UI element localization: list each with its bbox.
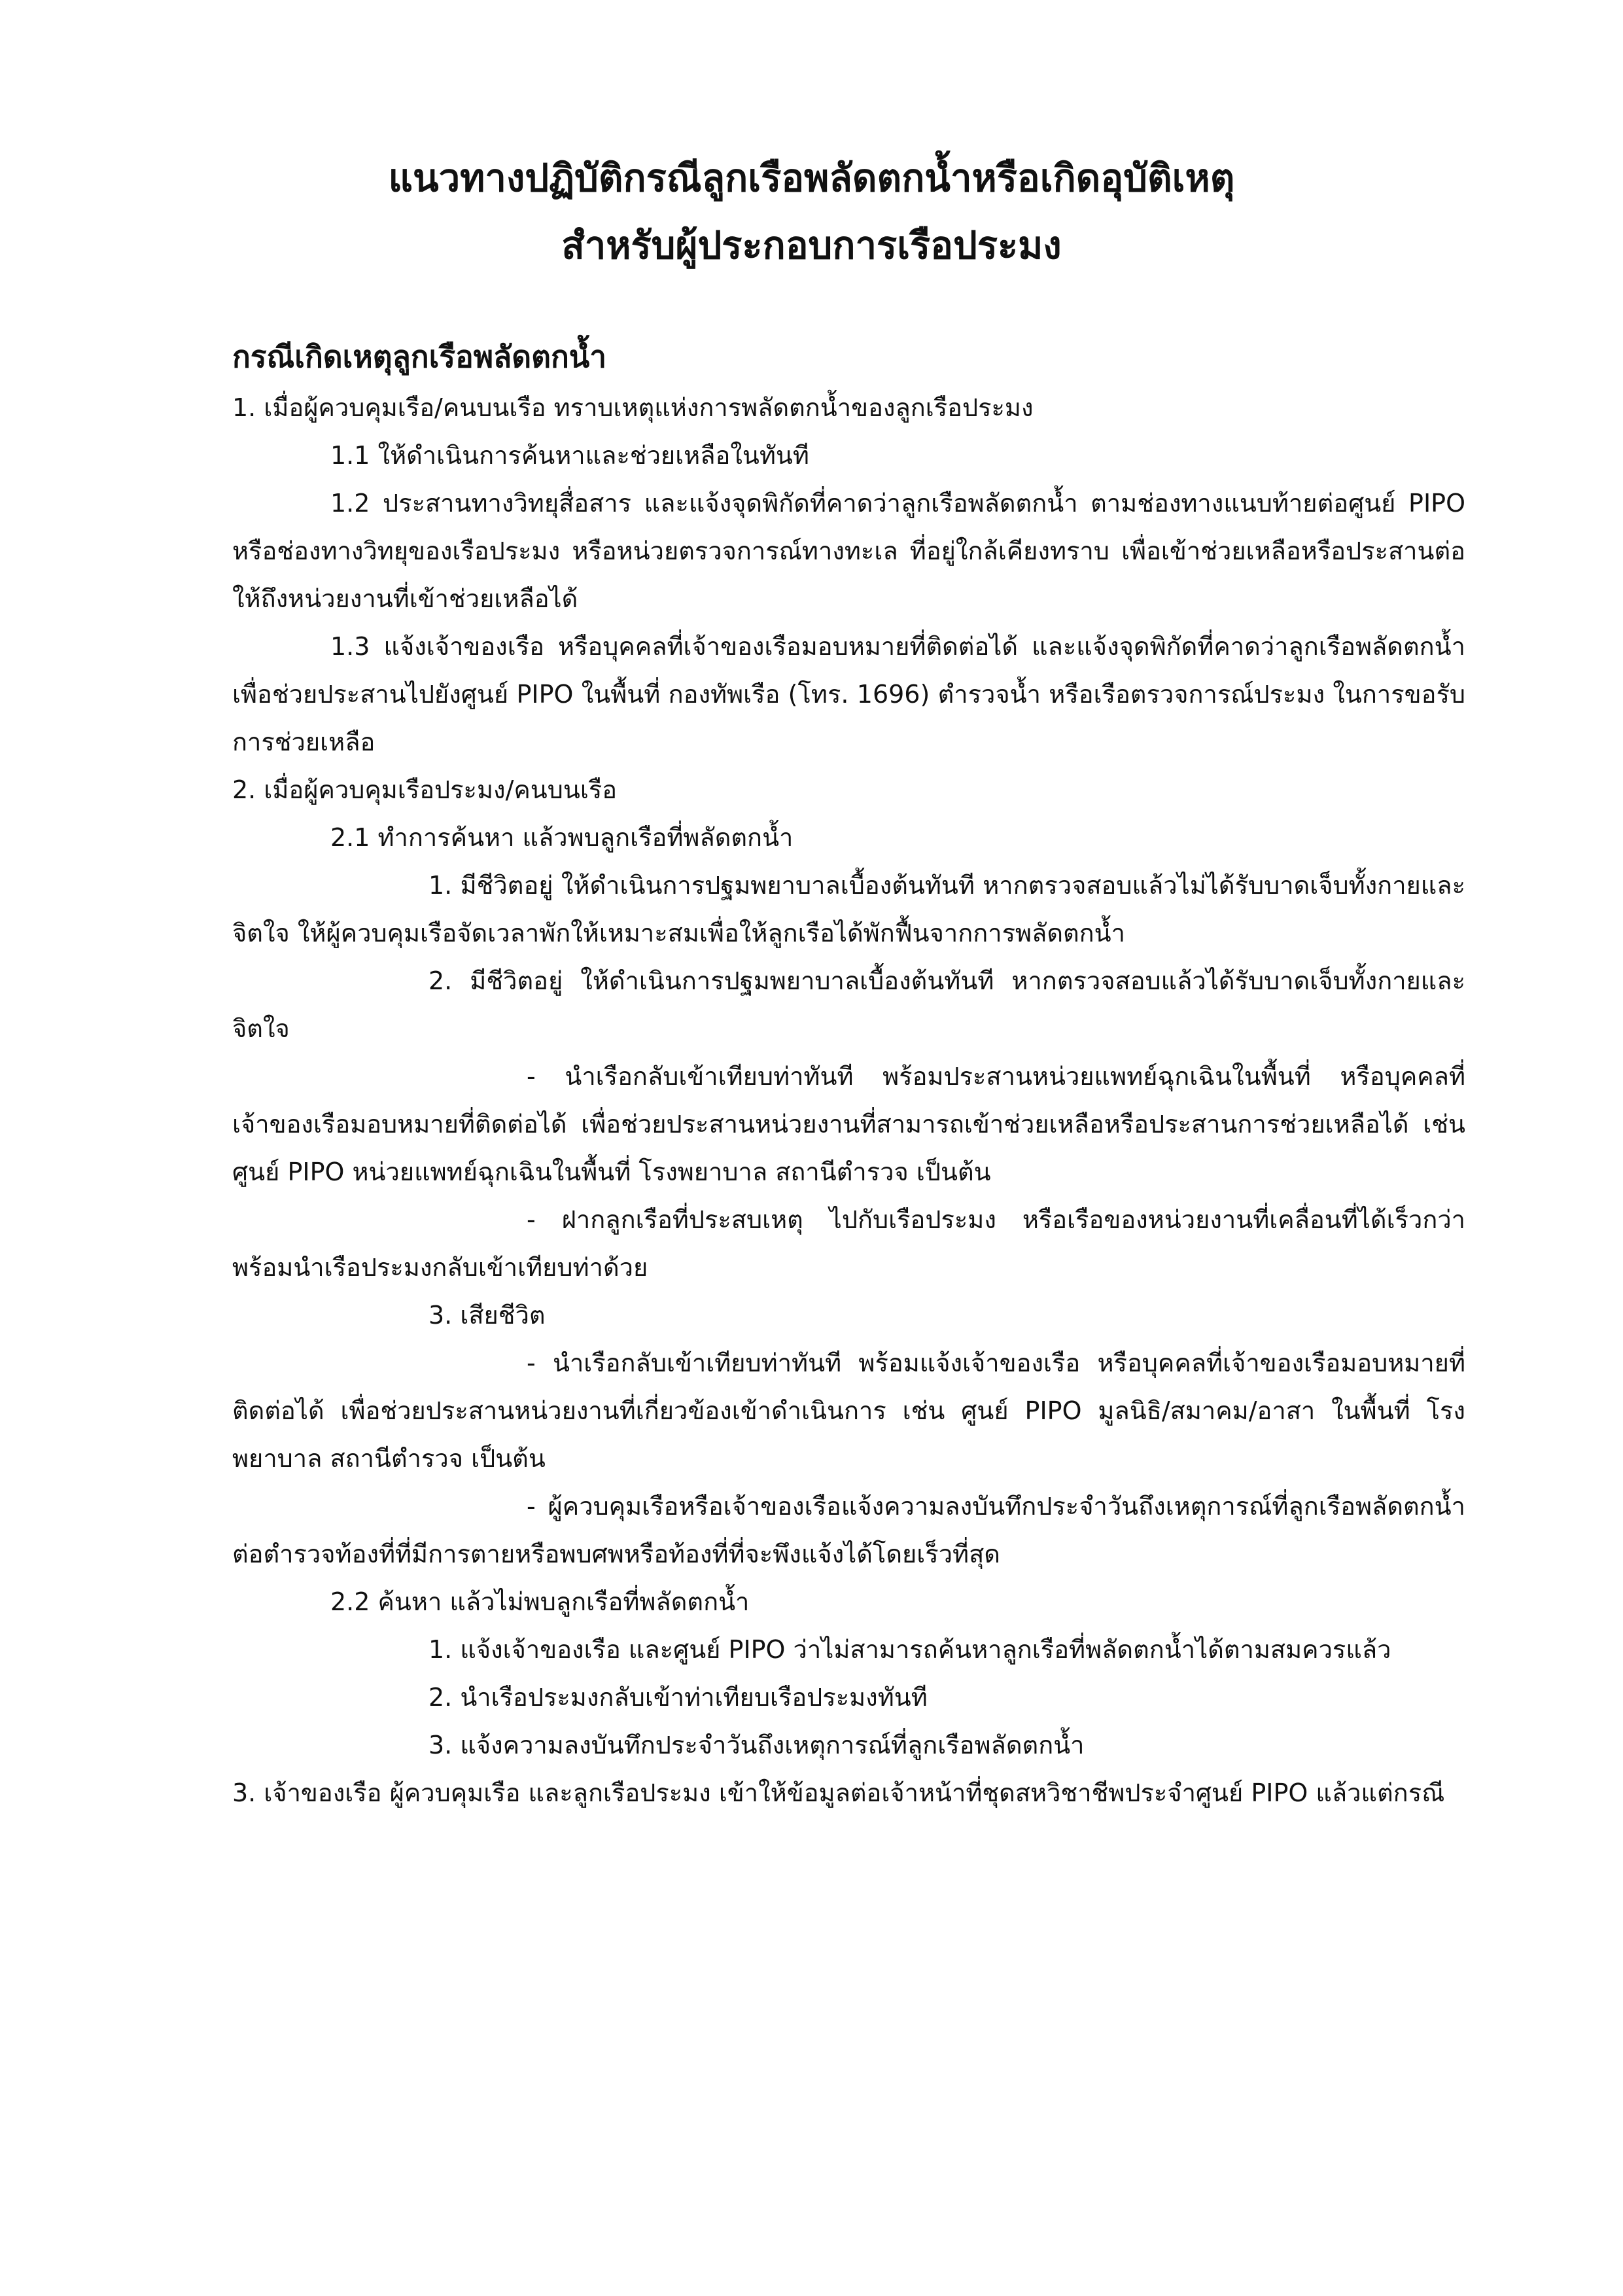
paragraph-1-1: 1.1 ให้ดำเนินการค้นหาและช่วยเหลือในทันที: [330, 441, 809, 470]
paragraph-2-1-item-3: 3. เสียชีวิต: [428, 1301, 546, 1330]
paragraph-2-1-item-1: 1. มีชีวิตอยู่ ให้ดำเนินการปฐมพยาบาลเบื้องต้นทันที หากตรวจสอบแล้วไม่ได้รับบาดเจ็บทั้งกายและจิตใจ ให้ผู้ควบคุมเรือจัดเวลาพักให้เหมาะสมเพื่อให้ลูกเรือได้พักฟื้นจากการพลัดตกน้ำ: [232, 871, 1465, 947]
paragraph-2-1-item-2: 2. มีชีวิตอยู่ ให้ดำเนินการปฐมพยาบาลเบื้องต้นทันที หากตรวจสอบแล้วได้รับบาดเจ็บทั้งกายและจิตใจ: [232, 966, 1465, 1043]
paragraph-1: 1. เมื่อผู้ควบคุมเรือ/คนบนเรือ ทราบเหตุแห่งการพลัดตกน้ำของลูกเรือประมง: [232, 393, 1034, 422]
document-body: [232, 330, 1465, 1817]
paragraph-2-2-item-2: 2. นำเรือประมงกลับเข้าท่าเทียบเรือประมงทันที: [428, 1683, 928, 1712]
paragraph-2-1: 2.1 ทำการค้นหา แล้วพบลูกเรือที่พลัดตกน้ำ: [330, 823, 794, 852]
paragraph-1-2: 1.2 ประสานทางวิทยุสื่อสาร และแจ้งจุดพิกัดที่คาดว่าลูกเรือพลัดตกน้ำ ตามช่องทางแนบท้ายต่อศูนย์ PIPO หรือช่องทางวิทยุของเรือประมง หรือหน่วยตรวจการณ์ทางทะเล ที่อยู่ใกล้เคียงทราบ เพื่อเข้าช่วยเหลือหรือประสานต่อให้ถึงหน่วยงานที่เข้าช่วยเหลือได้: [232, 489, 1465, 613]
paragraph-2: 2. เมื่อผู้ควบคุมเรือประมง/คนบนเรือ: [232, 775, 618, 804]
paragraph-1-3: 1.3 แจ้งเจ้าของเรือ หรือบุคคลที่เจ้าของเรือมอบหมายที่ติดต่อได้ และแจ้งจุดพิกัดที่คาดว่าลูกเรือพลัดตกน้ำ เพื่อช่วยประสานไปยังศูนย์ PIPO ในพื้นที่ กองทัพเรือ (โทร. 1696) ตำรวจน้ำ หรือเรือตรวจการณ์ประมง ในการขอรับการช่วยเหลือ: [232, 632, 1465, 756]
paragraph-2-1-item-3-bullet-1: - นำเรือกลับเข้าเทียบท่าทันที พร้อมแจ้งเจ้าของเรือ หรือบุคคลที่เจ้าของเรือมอบหมายที่ติดต่อได้ เพื่อช่วยประสานหน่วยงานที่เกี่ยวข้องเข้าดำเนินการ เช่น ศูนย์ PIPO มูลนิธิ/สมาคม/อาสา ในพื้นที่ โรงพยาบาล สถานีตำรวจ เป็นต้น: [232, 1349, 1465, 1473]
paragraph-3: 3. เจ้าของเรือ ผู้ควบคุมเรือ และลูกเรือประมง เข้าให้ข้อมูลต่อเจ้าหน้าที่ชุดสหวิชาชีพประจำศูนย์ PIPO แล้วแต่กรณี: [232, 1778, 1445, 1807]
paragraph-2-2: 2.2 ค้นหา แล้วไม่พบลูกเรือที่พลัดตกน้ำ: [330, 1587, 750, 1616]
paragraph-2-1-item-3-bullet-2: - ผู้ควบคุมเรือหรือเจ้าของเรือแจ้งความลงบันทึกประจำวันถึงเหตุการณ์ที่ลูกเรือพลัดตกน้ำต่อตำรวจท้องที่ที่มีการตายหรือพบศพหรือท้องที่ที่จะพึงแจ้งได้โดยเร็วที่สุด: [232, 1492, 1465, 1568]
paragraph-2-2-item-3: 3. แจ้งความลงบันทึกประจำวันถึงเหตุการณ์ที่ลูกเรือพลัดตกน้ำ: [428, 1731, 1085, 1759]
paragraph-2-1-item-2-bullet-2: - ฝากลูกเรือที่ประสบเหตุ ไปกับเรือประมง หรือเรือของหน่วยงานที่เคลื่อนที่ได้เร็วกว่า พร้อมนำเรือประมงกลับเข้าเทียบท่าด้วย: [232, 1205, 1465, 1282]
document-title-line1: แนวทางปฏิบัติกรณีลูกเรือพลัดตกน้ำหรือเกิดอุบัติเหตุ: [388, 156, 1235, 200]
paragraph-2-1-item-2-bullet-1: - นำเรือกลับเข้าเทียบท่าทันที พร้อมประสานหน่วยแพทย์ฉุกเฉินในพื้นที่ หรือบุคคลที่เจ้าของเรือมอบหมายที่ติดต่อได้ เพื่อช่วยประสานหน่วยงานที่สามารถเข้าช่วยเหลือหรือประสานการช่วยเหลือได้ เช่น ศูนย์ PIPO หน่วยแพทย์ฉุกเฉินในพื้นที่ โรงพยาบาล สถานีตำรวจ เป็นต้น: [232, 1062, 1465, 1186]
section-heading: กรณีเกิดเหตุลูกเรือพลัดตกน้ำ: [232, 339, 607, 374]
paragraph-2-2-item-1: 1. แจ้งเจ้าของเรือ และศูนย์ PIPO ว่าไม่สามารถค้นหาลูกเรือที่พลัดตกน้ำได้ตามสมควรแล้ว: [428, 1635, 1391, 1664]
document-title-line2: สำหรับผู้ประกอบการเรือประมง: [561, 223, 1062, 268]
